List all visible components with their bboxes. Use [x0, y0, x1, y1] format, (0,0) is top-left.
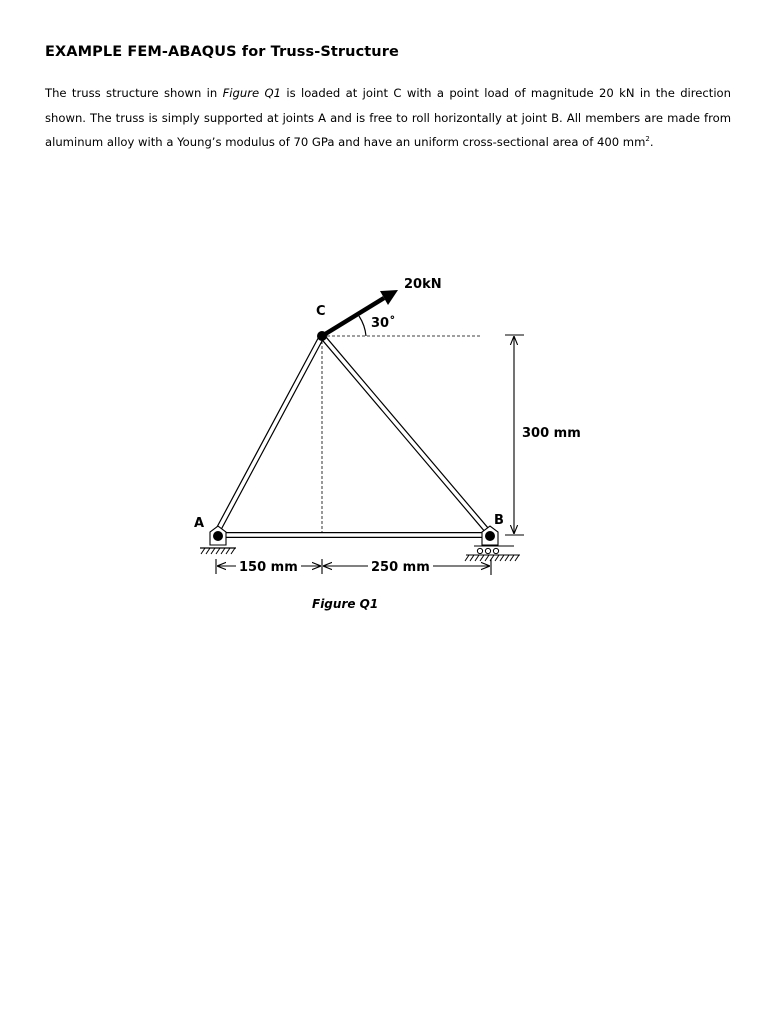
roller-support-b [465, 526, 520, 561]
load-label: 20kN [404, 277, 442, 292]
angle-label: 30˚ [371, 316, 396, 331]
height-label: 300 mm [522, 426, 581, 441]
joint-c-label: C [316, 304, 326, 319]
joint-a-label: A [194, 516, 205, 531]
statement-text-2: is loaded at joint C with a point load of magnitude 20 kN in the direction shown. The truss is simply supported at joints A and is free to roll horizontally at joint B. All members are made from aluminum alloy with a Young’s modulus of 70 GPa and have an uniform cross-sectional area of 400 mm [45, 86, 732, 149]
page-title: EXAMPLE FEM-ABAQUS for Truss-Structure [45, 44, 399, 60]
statement-text-3: . [649, 135, 654, 149]
left-span-label: 150 mm [239, 560, 298, 575]
member-cb [322, 336, 490, 534]
right-span-label: 250 mm [371, 560, 430, 575]
angle-arc [359, 316, 366, 336]
pin-support-a [200, 526, 236, 554]
figure-reference: Figure Q1 [222, 86, 281, 100]
figure-caption: Figure Q1 [312, 597, 379, 611]
joint-b-label: B [494, 513, 504, 528]
area-unit-exponent: 2 [645, 135, 650, 144]
statement-text-1: The truss structure shown in [45, 86, 223, 100]
member-ac [216, 336, 322, 534]
